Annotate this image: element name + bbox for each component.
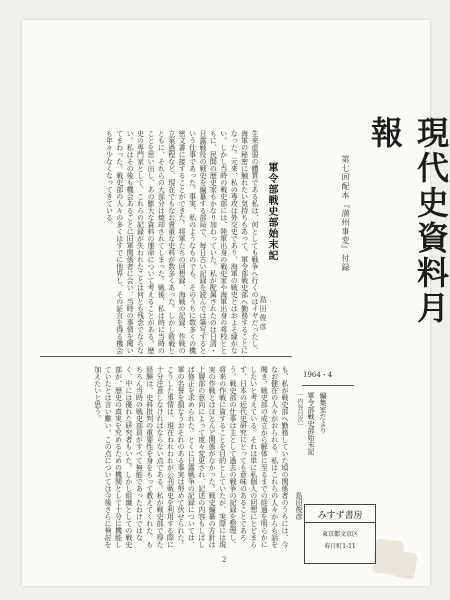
contents-item: 編集室だより (319, 392, 327, 434)
publisher-address: 東京都文京区 (321, 531, 358, 538)
page-number: 2 (222, 556, 227, 564)
contents-item: 軍令部戦史部始末記 (307, 392, 315, 455)
article-title: 軍令部戦史部始末記 (266, 162, 277, 261)
issue-date: 1964・4 (303, 371, 333, 379)
article-author: 島田俊彦 (259, 296, 267, 332)
paper-stain (392, 551, 417, 580)
bulletin-subtitle: 第七回配本『満州事変』付録 (341, 155, 350, 272)
contents-heading: 一内容目次一 (296, 392, 303, 428)
contents-author: 島田俊彦 (295, 492, 303, 520)
article-body-lower: も、私が戦史部へ勤務していた頃の関係者のうちには、今なお健在の人々がおられる。私はこれらの人々からも話を聞き、戦史部の成立から解体に至るまでの経過を明らかにしたいと考えている。それは単に私個人の回想にとどまらず、日本の近代史研究にとっても意味のあることであろう。戦史部の仕事は主として過去の戦争の記録を整理し、将来の作戦に資することを目的としていたが、実際には現実の作戦とはほとんど関係がなかった。戦史編纂の方針は上層部の意向によって度々変更され、記述の内容もしばしば修正を求められた。とくに日露戦争の記録については、軍の名誉を損なうおそれのある事実は努めて伏せられた。こうした事情は、現在われわれが公刊戦史を利用する際に十分注意しなければならない点である。私が戦史部で得た経験は、史料批判の重要性を身をもって教えてくれた。もちろん当時の戦史部員がすべて無能であったわけではなく、中には優れた研究者もいた。しかし組織としての戦史部が、歴史の真実を究めるための機関として十分に機能していたとは言い難い。この点については今後さらに検討を加えたいと思う。 (93, 366, 289, 548)
divider (305, 522, 375, 523)
publisher-name: みすず書房 (317, 511, 363, 521)
publisher-phone: 春日町1-11 (324, 543, 356, 550)
column-divider (40, 356, 292, 357)
publisher-box (304, 504, 376, 564)
bulletin-title: 現代史資料月報 (366, 116, 450, 326)
article-body-upper: 生来虚弱の體質である私は、何としても戦争へ行くのはイヤだったし、海軍の秘密に触れたい気持ちもあって、軍令部戦史部へ勤務することになった。元来、私の専攻は外交史であり、海軍の戦史とはおよそ縁がない。しかし当時の戦史部には、陸軍出身の戦史家や海軍出身の将校とともに、民間の歴史家もかなり加わっていた。私が配属されたのは日清・日露戦役の戦史を編纂する部局で、毎日古い記録を読んでは筆写するという仕事であった。事実、私のようなものでも、そのうちに数多くの機密文書に接することができた。将軍たちの回想録、海戦の記録、作戦の立案過程など、現在でもなお貴重な史料が数多くあった。しかし敗戦とともに、それらの大部分は焼却されてしまった。戦後、私は時に当時のことを思い出し、あの膨大な資料の運命について考えることがある。歴史の専門家として、これらの記録が失われたことは何とも残念でならない。私はその後も機会あるごとに旧軍関係者に会い、当時の事情を聞いてまわった。戦史部の人々の多くはすでに他界し、その証言を得る機会も年々少なくなってきている。 (105, 130, 259, 354)
monthly-bulletin-page (22, 20, 450, 586)
divider (302, 385, 354, 386)
